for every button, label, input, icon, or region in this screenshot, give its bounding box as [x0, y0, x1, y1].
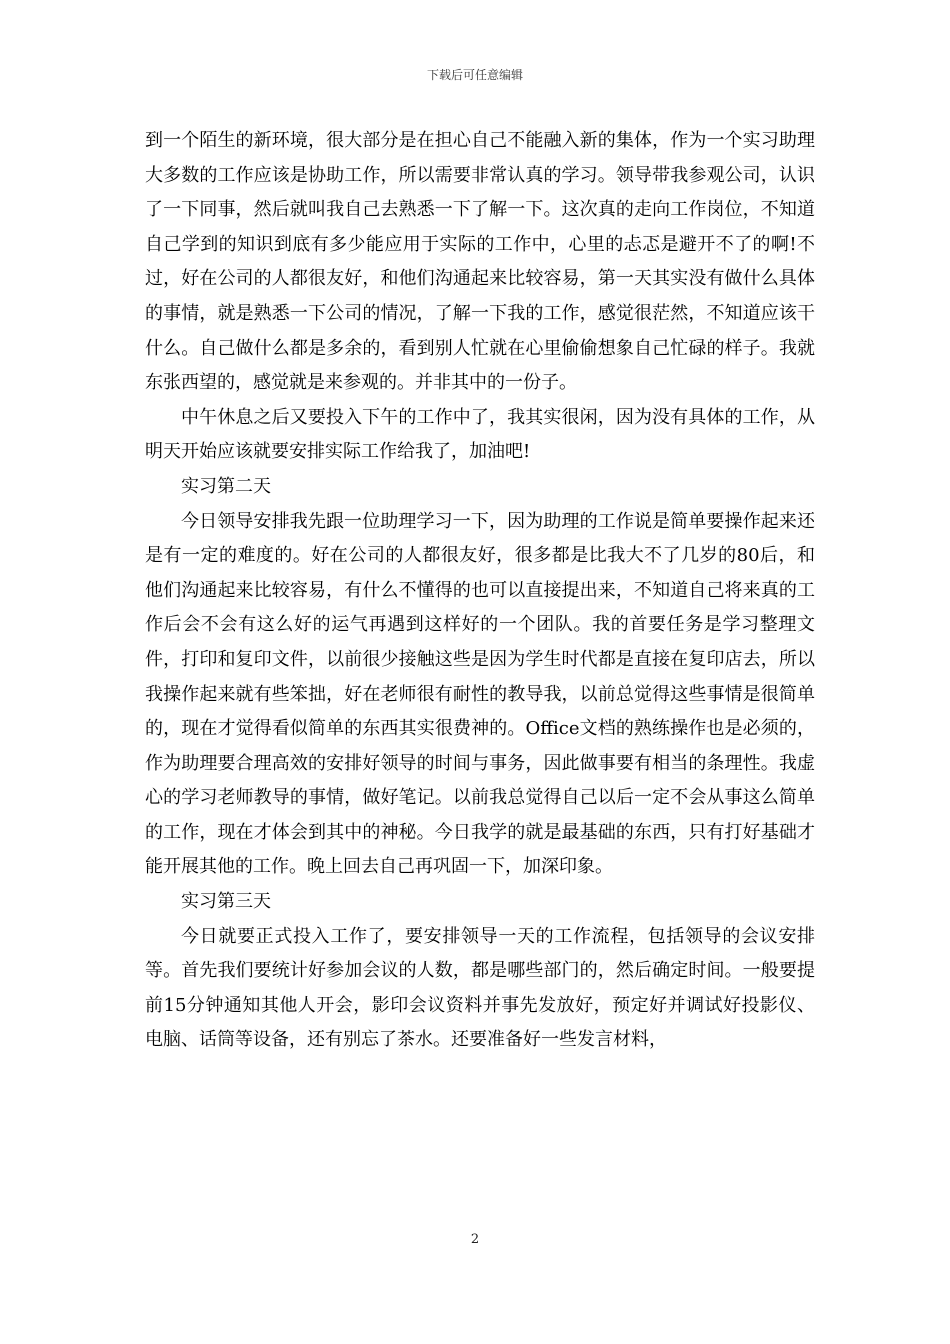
section-heading-day-2: 实习第二天 [181, 475, 271, 497]
paragraph: 今日领导安排我先跟一位助理学习一下，因为助理的工作说是简单要操作起来还是有一定的难度的。好在公司的人都很友好，很多都是比我大不了几岁的80后，和他们沟通起来比较容易，有什么不懂得的也可以直接提出来，不知道自己将来真的工作后会不会有这么好的运气再遇到这样好的一个团队。我的首要任务是学习整理文件，打印和复印文件，以前很少接触这些是因为学生时代都是直接在复印店去，所以我操作起来就有些笨拙，好在老师很有耐性的教导我，以前总觉得这些事情是很简单的，现在才觉得看似简单的东西其实很费神的。Office文档的熟练操作也是必须的，作为助理要合理高效的安排好领导的时间与事务，因此做事要有相当的条理性。我虚心的学习老师教导的事情，做好笔记。以前我总觉得自己以后一定不会从事这么简单的工作，现在才体会到其中的神秘。今日我学的就是最基础的东西，只有打好基础才能开展其他的工作。晚上回去自己再巩固一下，加深印象。 [145, 510, 815, 878]
document-body [145, 124, 815, 1058]
page-number: 2 [470, 1232, 480, 1247]
section-heading-day-3: 实习第三天 [181, 891, 271, 913]
paragraph-continuation: 到一个陌生的新环境，很大部分是在担心自己不能融入新的集体，作为一个实习助理大多数的工作应该是协助工作，所以需要非常认真的学习。领导带我参观公司，认识了一下同事，然后就叫我自己去熟悉一下了解一下。这次真的走向工作岗位，不知道自己学到的知识到底有多少能应用于实际的工作中，心里的忐忑是避开不了的啊!不过，好在公司的人都很友好，和他们沟通起来比较容易，第一天其实没有做什么具体的事情，就是熟悉一下公司的情况，了解一下我的工作，感觉很茫然，不知道应该干什么。自己做什么都是多余的，看到别人忙就在心里偷偷想象自己忙碌的样子。我就东张西望的，感觉就是来参观的。并非其中的一份子。 [145, 130, 815, 394]
paragraph: 今日就要正式投入工作了，要安排领导一天的工作流程，包括领导的会议安排等。首先我们要统计好参加会议的人数，都是哪些部门的，然后确定时间。一般要提前15分钟通知其他人开会，影印会议资料并事先发放好，预定好并调试好投影仪、电脑、话筒等设备，还有别忘了茶水。还要准备好一些发言材料， [145, 925, 815, 1051]
paragraph: 中午休息之后又要投入下午的工作中了，我其实很闲，因为没有具体的工作，从明天开始应该就要安排实际工作给我了，加油吧! [145, 406, 815, 463]
page-header: 下载后可任意编辑 [426, 68, 523, 82]
